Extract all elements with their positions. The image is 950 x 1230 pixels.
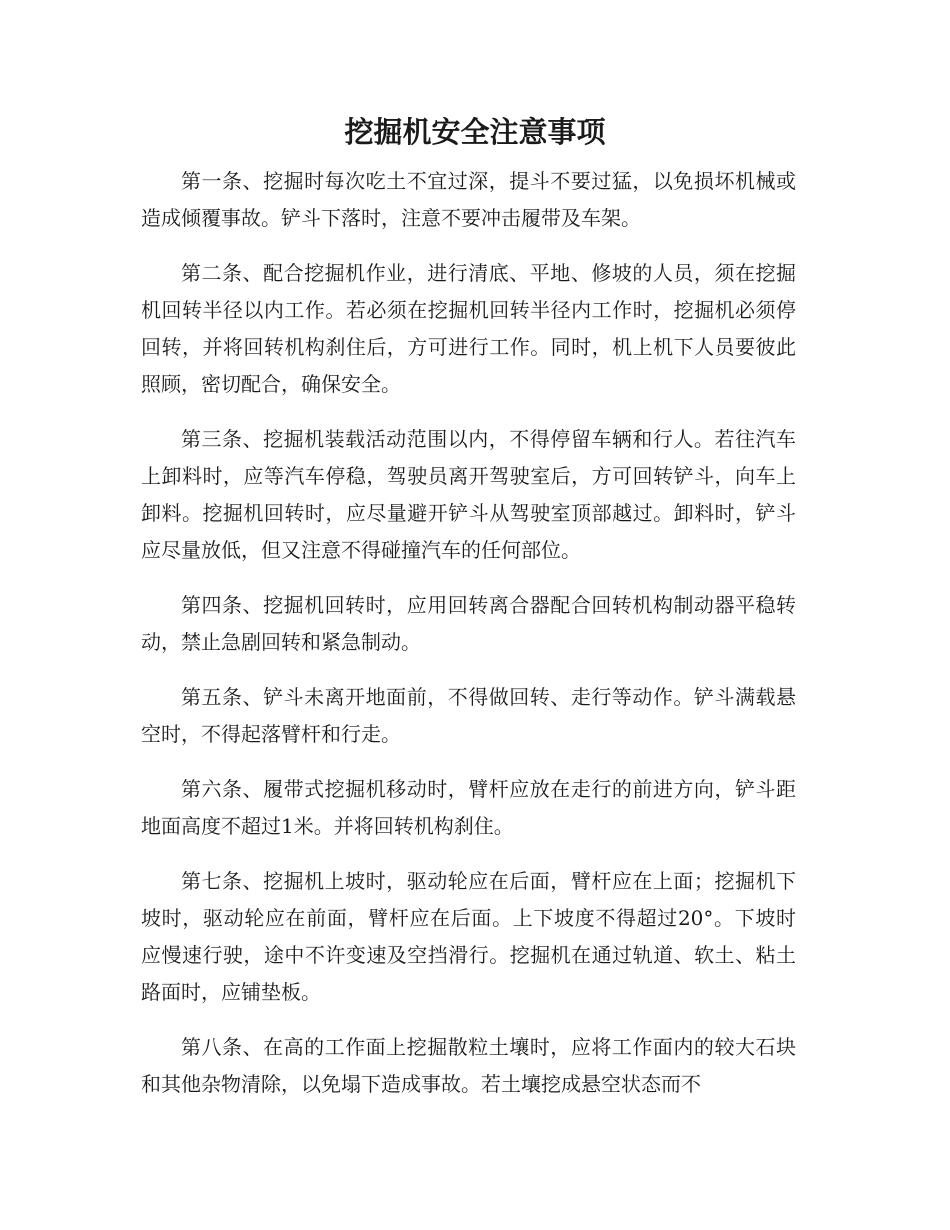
paragraph-article-4: 第四条、挖掘机回转时，应用回转离合器配合回转机构制动器平稳转动，禁止急剧回转和紧急制动。 (141, 593, 796, 654)
paragraph-article-8: 第八条、在高的工作面上挖掘散粒土壤时，应将工作面内的较大石块和其他杂物清除，以免塌下造成事故。若土壤挖成悬空状态而不 (141, 1035, 796, 1096)
paragraph-article-6: 第六条、履带式挖掘机移动时，臂杆应放在走行的前进方向，铲斗距地面高度不超过1米。并将回转机构刹住。 (141, 777, 796, 838)
document-body (141, 163, 796, 1121)
paragraph-article-5: 第五条、铲斗未离开地面前，不得做回转、走行等动作。铲斗满载悬空时，不得起落臂杆和行走。 (141, 685, 796, 746)
document-title: 挖掘机安全注意事项 (344, 115, 606, 149)
paragraph-article-3: 第三条、挖掘机装载活动范围以内，不得停留车辆和行人。若往汽车上卸料时，应等汽车停稳，驾驶员离开驾驶室后，方可回转铲斗，向车上卸料。挖掘机回转时，应尽量避开铲斗从驾驶室顶部越过。卸料时，铲斗应尽量放低，但又注意不得碰撞汽车的任何部位。 (141, 427, 796, 562)
paragraph-article-7: 第七条、挖掘机上坡时，驱动轮应在后面，臂杆应在上面；挖掘机下坡时，驱动轮应在前面，臂杆应在后面。上下坡度不得超过20°。下坡时应慢速行驶，途中不许变速及空挡滑行。挖掘机在通过轨道、软土、粘土路面时，应铺垫板。 (141, 869, 796, 1004)
paragraph-article-1: 第一条、挖掘时每次吃土不宜过深，提斗不要过猛，以免损坏机械或造成倾覆事故。铲斗下落时，注意不要冲击履带及车架。 (141, 169, 796, 230)
paragraph-article-2: 第二条、配合挖掘机作业，进行清底、平地、修坡的人员，须在挖掘机回转半径以内工作。若必须在挖掘机回转半径内工作时，挖掘机必须停回转，并将回转机构刹住后，方可进行工作。同时，机上机下人员要彼此照顾，密切配合，确保安全。 (141, 261, 796, 396)
